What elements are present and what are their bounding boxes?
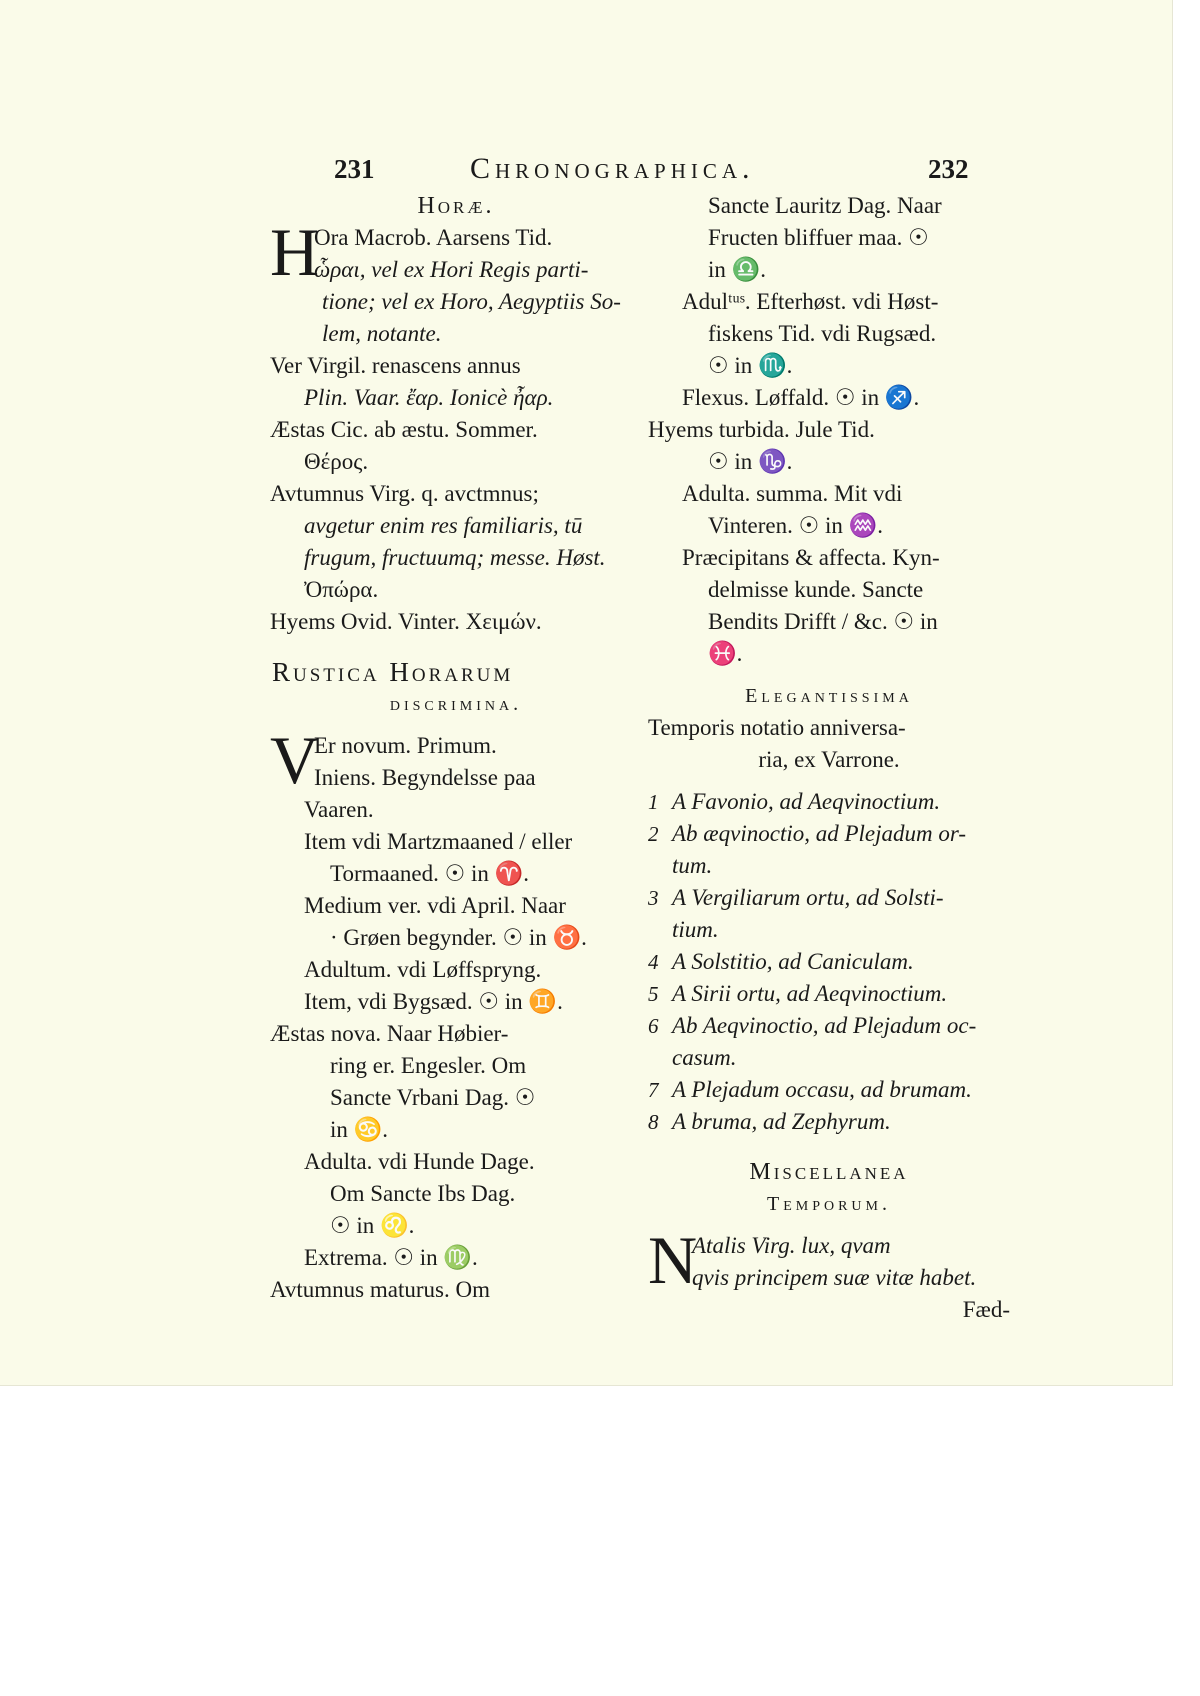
autumnus-maturus-line: Avtumnus maturus. Om [270,1277,490,1302]
varro-item-text: A bruma, ad Zephyrum. [672,1109,891,1134]
ver-body-line: Tormaaned. ☉ in ♈. [330,861,530,886]
aestas-nova-line: Sancte Vrbani Dag. ☉ [330,1085,536,1110]
miscellanea-heading: Miscellanea [749,1159,909,1185]
natalis-line: qvis principem suæ vitæ habet. [692,1265,977,1290]
varro-item-text: A Solstitio, ad Caniculam. [672,949,914,974]
varro-item [648,818,1010,882]
varro-item [648,786,1010,818]
autumnus-line: avgetur enim res familiaris, tū [304,513,583,538]
left-page-number: 231 [334,154,375,184]
varro-item [648,1010,1010,1074]
ver-body-line: Item, vdi Bygsæd. ☉ in ♊. [304,989,563,1014]
adulta-summa-line: Vinteren. ☉ in ♒. [708,513,883,538]
left-column [270,190,642,1306]
varro-item [648,1106,1010,1138]
varro-item-text: Ab Aeqvinoctio, ad Plejadum oc- [672,1013,977,1038]
praecipitans-line: ♓. [708,641,743,666]
aestas-nova-line: ring er. Engesler. Om [330,1053,527,1078]
catchword: Fæd- [962,1297,1010,1322]
book-spread [270,150,1010,1390]
autumnus-line: Avtumnus Virg. q. avctmnus; [270,481,539,506]
natalis-paragraph [648,1222,1010,1298]
adulta-line: Adulta. vdi Hunde Dage. [304,1149,535,1174]
elegantissima-subline: ria, ex Varrone. [758,747,900,772]
horae-line: Ora Macrob. Aarsens Tid. [314,225,553,250]
varro-item-number: 7 [648,1078,659,1102]
varro-item-text: A Vergiliarum ortu, ad Solsti- [672,885,944,910]
right-page-number: 232 [928,154,969,184]
natalis-line: Atalis Virg. lux, qvam [692,1233,891,1258]
ver-body-line: Adultum. vdi Løffspryng. [304,957,542,982]
running-title: Chronographica. [470,152,755,185]
adulta-line: Om Sancte Ibs Dag. [330,1181,516,1206]
varro-item-text: Ab æqvinoctio, ad Plejadum or- [672,821,967,846]
adulta-line: ☉ in ♌. [330,1213,415,1238]
varro-item-number: 2 [648,822,659,846]
extrema-line: Extrema. ☉ in ♍. [304,1245,478,1270]
adultus-line: fiskens Tid. vdi Rugsæd. [708,321,937,346]
ver-line: Plin. Vaar. ἔαρ. Ionicè ἦαρ. [304,385,554,410]
praecipitans-line: Præcipitans & affecta. Kyn- [682,545,940,570]
varro-item [648,1074,1010,1106]
drop-cap-v: V [270,722,320,798]
praecipitans-line: delmisse kunde. Sancte [708,577,924,602]
varro-item-number: 1 [648,790,659,814]
varro-item-text: casum. [672,1045,737,1070]
drop-cap-n: N [648,1222,698,1298]
varro-item-text: tum. [672,853,713,878]
varro-item-number: 8 [648,1110,659,1134]
autumnus-line: frugum, fructuumq; messe. Høst. [304,545,606,570]
horae-heading: Horæ. [417,193,495,219]
varro-item [648,882,1010,946]
ver-body-line: Vaaren. [304,797,374,822]
lauritz-line: Sancte Lauritz Dag. Naar [708,193,942,218]
ver-novum-paragraph [270,722,642,798]
horae-line: ὧραι, vel ex Hori Regis parti- [314,257,589,282]
ver-body-line: Medium ver. vdi April. Naar [304,893,566,918]
horae-paragraph [270,214,642,350]
flexus-line: Flexus. Løffald. ☉ in ♐. [682,385,920,410]
hyems-turbida-line: Hyems turbida. Jule Tid. [648,417,875,442]
lauritz-line: Fructen bliffuer maa. ☉ [708,225,929,250]
varro-item-text: tium. [672,917,719,942]
drop-cap-h: H [270,214,320,290]
ver-novum-line: Er novum. Primum. [314,733,497,758]
ver-body-line: Item vdi Martzmaaned / eller [304,829,573,854]
aestas-line: Æstas Cic. ab æstu. Sommer. [270,417,538,442]
autumnus-line: Ὀπώρα. [304,577,379,602]
horae-line: tione; vel ex Horo, Aegyptiis So- [322,289,621,314]
right-column [648,190,1010,1326]
varro-item-number: 5 [648,982,659,1006]
varro-item-text: A Favonio, ad Aeqvinoctium. [672,789,941,814]
lauritz-line: in ♎. [708,257,767,282]
varro-item-text: A Plejadum occasu, ad brumam. [672,1077,972,1102]
rustica-heading: Rustica Horarum [272,657,514,687]
horae-line: lem, notante. [322,321,442,346]
praecipitans-line: Bendits Drifft / &c. ☉ in [708,609,938,634]
hyems-line: Hyems Ovid. Vinter. Χειμών. [270,609,542,634]
aestas-nova-line: Æstas nova. Naar Høbier- [270,1021,509,1046]
aestas-nova-line: in ♋. [330,1117,389,1142]
varro-item-number: 4 [648,950,659,974]
elegantissima-heading: Elegantissima [745,685,913,707]
ver-body-line: · Grøen begynder. ☉ in ♉. [330,925,587,950]
running-head [270,150,1010,190]
adulta-summa-line: Adulta. summa. Mit vdi [682,481,903,506]
aestas-line: Θέρος. [304,449,369,474]
miscellanea-subheading: Temporum. [766,1193,891,1215]
varro-item [648,946,1010,978]
ver-line: Ver Virgil. renascens annus [270,353,521,378]
varro-item-number: 3 [648,886,659,910]
adultus-line: ☉ in ♏. [708,353,793,378]
varro-item-number: 6 [648,1014,659,1038]
hyems-turbida-line: ☉ in ♑. [708,449,793,474]
varro-item-text: A Sirii ortu, ad Aeqvinoctium. [672,981,948,1006]
varro-item [648,978,1010,1010]
rustica-subheading: discrimina. [389,693,523,715]
adultus-line: Adulᵗᵘˢ. Efterhøst. vdi Høst- [682,289,939,314]
ver-novum-line: Iniens. Begyndelsse paa [314,765,536,790]
elegantissima-subline: Temporis notatio anniversa- [648,715,906,740]
